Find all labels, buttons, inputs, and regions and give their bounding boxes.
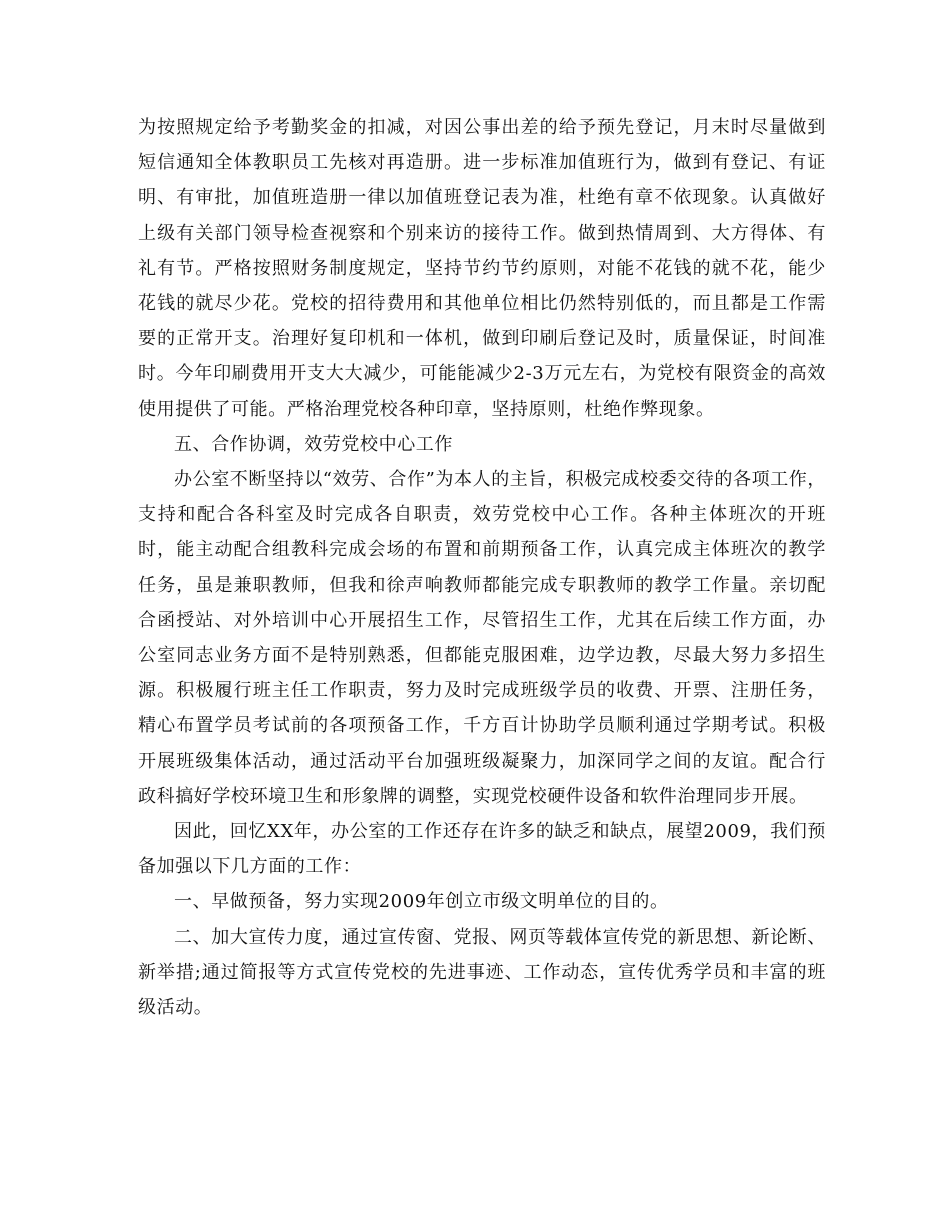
paragraph-review-outlook: 因此，回忆XX年，办公室的工作还存在许多的缺乏和缺点，展望2009，我们预备加强以下几方面的工作： [138, 821, 826, 878]
list-item-civilized-unit: 一、早做预备，努力实现2009年创立市级文明单位的目的。 [174, 891, 669, 913]
list-item-publicity: 二、加大宣传力度，通过宣传窗、党报、网页等载体宣传党的新思想、新论断、新举措;通过简报等方式宣传党校的先进事迹、工作动态，宣传优秀学员和丰富的班级活动。 [138, 926, 826, 1019]
document-body [138, 110, 826, 1025]
paragraph-cooperation-service: 办公室不断坚持以“效劳、合作”为本人的主旨，积极完成校委交待的各项工作，支持和配合各科室及时完成各自职责，效劳党校中心工作。各种主体班次的开班时，能主动配合组教科完成会场的布置和前期预备工作，认真完成主体班次的教学任务，虽是兼职教师，但我和徐声响教师都能完成专职教师的教学工作量。亲切配合函授站、对外培训中心开展招生工作，尽管招生工作，尤其在后续工作方面，办公室同志业务方面不是特别熟悉，但都能克服困难，边学边教，尽最大努力多招生源。积极履行班主任工作职责，努力及时完成班级学员的收费、开票、注册任务，精心布置学员考试前的各项预备工作，千方百计协助学员顺利通过学期考试。积极开展班级集体活动，通过活动平台加强班级凝聚力，加深同学之间的友谊。配合行政科搞好学校环境卫生和形象牌的调整，实现党校硬件设备和软件治理同步开展。 [138, 469, 827, 807]
section-heading-cooperation: 五、合作协调，效劳党校中心工作 [174, 433, 453, 455]
paragraph-office-management: 为按照规定给予考勤奖金的扣减，对因公事出差的给予预先登记，月末时尽量做到短信通知全体教职员工先核对再造册。进一步标准加值班行为，做到有登记、有证明、有审批，加值班造册一律以加值班登记表为准，杜绝有章不依现象。认真做好上级有关部门领导检查视察和个别来访的接待工作。做到热情周到、大方得体、有礼有节。严格按照财务制度规定，坚持节约节约原则，对能不花钱的就不花，能少花钱的就尽少花。党校的招待费用和其他单位相比仍然特别低的，而且都是工作需要的正常开支。治理好复印机和一体机，做到印刷后登记及时，质量保证，时间准时。今年印刷费用开支大大减少，可能能减少2-3万元左右，为党校有限资金的高效使用提供了可能。严格治理党校各种印章，坚持原则，杜绝作弊现象。 [138, 117, 826, 420]
